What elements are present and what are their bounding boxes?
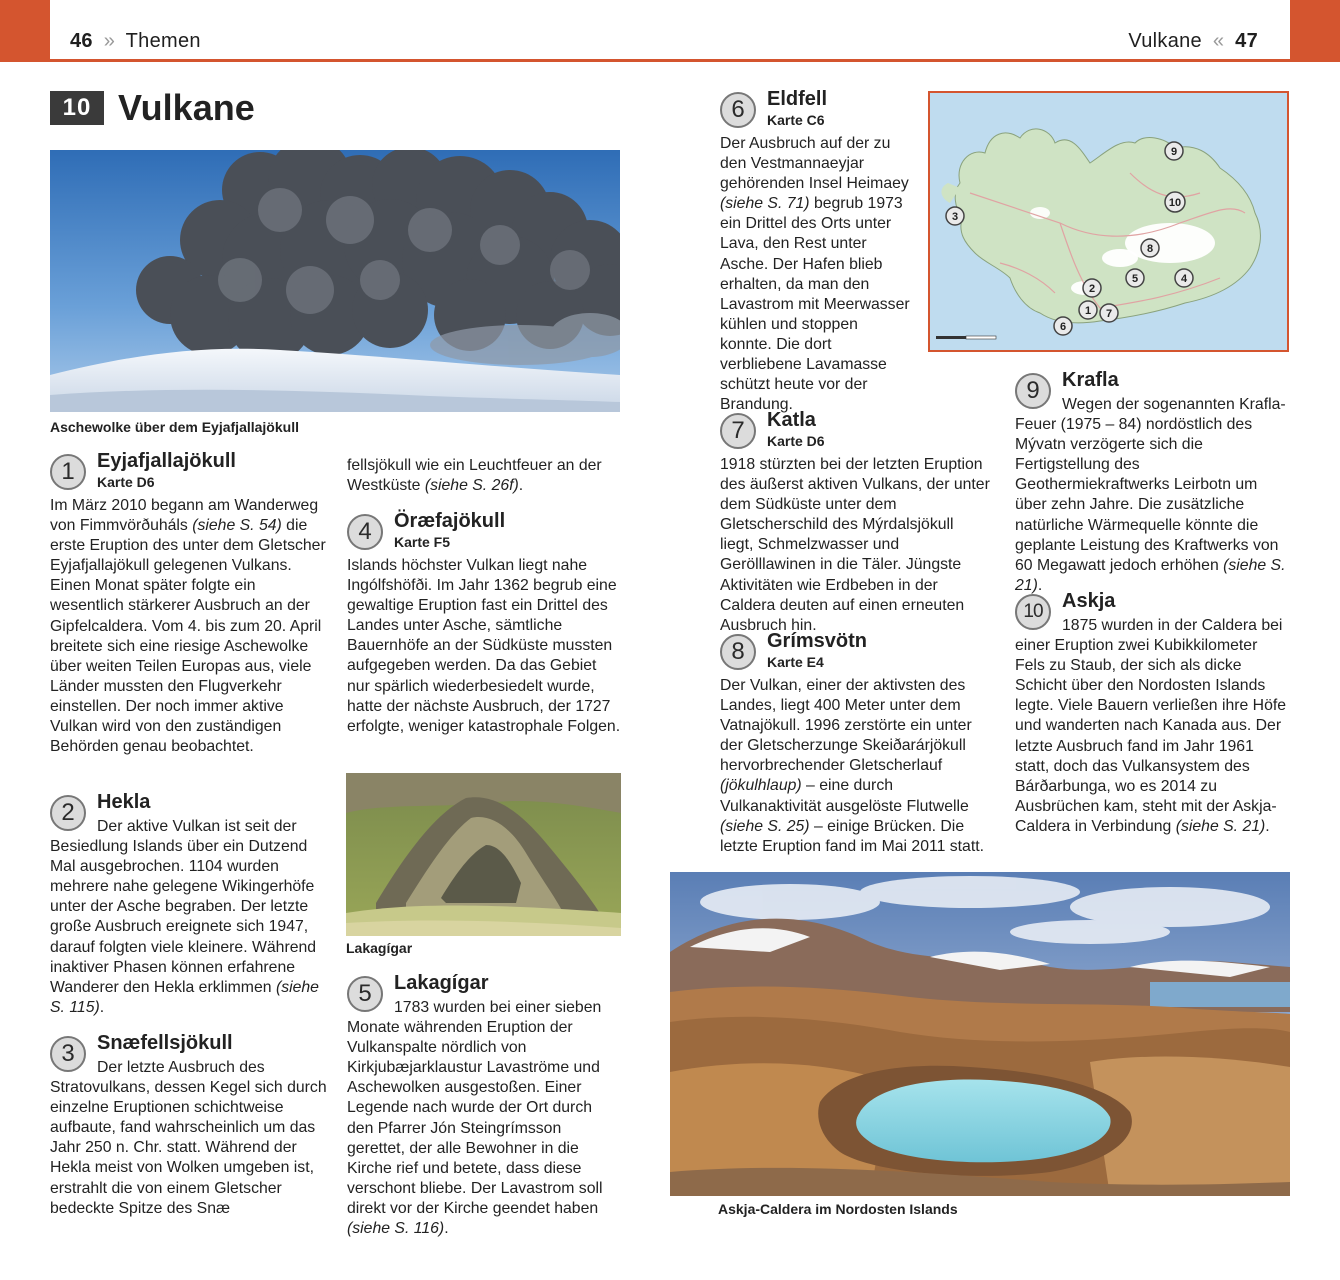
number-badge-9: 9 bbox=[1015, 373, 1051, 409]
caption-eyjafjallajokull: Aschewolke über dem Eyjafjallajökull bbox=[50, 419, 299, 435]
entry-text-part: Im März 2010 begann am Wanderweg von Fimmvörðuháls bbox=[50, 497, 319, 535]
right-running-head bbox=[1128, 30, 1258, 53]
page-reference: (siehe S. 26f) bbox=[424, 477, 519, 495]
entry-9-krafla bbox=[1015, 369, 1290, 596]
iceland-volcano-map bbox=[928, 91, 1289, 352]
entry-4-oraefajokull bbox=[347, 510, 622, 737]
entry-title: Katla bbox=[767, 409, 816, 431]
number-badge-6: 6 bbox=[720, 92, 756, 128]
map-reference: Karte C6 bbox=[767, 112, 825, 128]
right-accent-band bbox=[1290, 0, 1340, 59]
entry-title: Askja bbox=[1062, 590, 1116, 612]
left-running-head bbox=[70, 30, 201, 53]
entry-5-lakagigar bbox=[347, 972, 622, 1239]
page-reference: (siehe S. 21) bbox=[1015, 556, 1286, 594]
page-reference: (siehe S. 25) bbox=[720, 817, 810, 835]
entry-title: Öræfajökull bbox=[394, 510, 506, 532]
chapter-title bbox=[50, 86, 255, 130]
entry-text-part: . bbox=[99, 998, 105, 1016]
map-reference: Karte D6 bbox=[767, 433, 825, 449]
entry-text-part: fellsjökull wie ein Leuchtfeuer an der Westküste bbox=[347, 457, 602, 495]
left-separator: » bbox=[103, 30, 116, 52]
entry-text: 1918 stürzten bei der letzten Eruption des äußerst aktiven Vulkans, der unter dem Südküste unter dem Gletscherschild des Mýrdalsjökull liegt, Schmelzwasser und Gerölllawinen in die Täler. Jüngste Aktivitäten wie Erdbeben in der Caldera deuten auf einen erneuten Ausbruch hin. bbox=[720, 456, 990, 634]
caption-askja: Askja-Caldera im Nordosten Islands bbox=[718, 1201, 958, 1217]
entry-text bbox=[50, 795, 328, 1018]
number-badge-10: 10 bbox=[1015, 594, 1051, 630]
map-marker-2: 2 bbox=[1088, 283, 1096, 295]
map-marker-8: 8 bbox=[1146, 243, 1154, 255]
number-badge-5: 5 bbox=[347, 976, 383, 1012]
entry-text: Islands höchster Vulkan liegt nahe Ingólfshöfði. Im Jahr 1362 begrub eine gewaltige Eruption fast ein Drittel des Landes unter Asche, sämtliche Bauernhöfe an der Südküste mussten aufgegeben werden. Da das Gebiet nur spärlich wiederbesiedelt wurde, hatte der nächste Ausbruch, der 1727 erfolgte, weniger katastrophale Folgen. bbox=[347, 557, 621, 735]
entry-3-snaefellsjokull bbox=[50, 1032, 328, 1219]
left-section-title: Themen bbox=[125, 30, 201, 52]
number-badge-7: 7 bbox=[720, 413, 756, 449]
caption-lakagigar: Lakagígar bbox=[346, 940, 413, 956]
page-reference: (siehe S. 71) bbox=[720, 195, 810, 213]
entry-1-eyjafjallajokull bbox=[50, 450, 328, 757]
number-badge-8: 8 bbox=[720, 634, 756, 670]
entry-7-katla bbox=[720, 409, 990, 636]
entry-text-part: Der Ausbruch auf der zu den Vestmannaeyjar gehörenden Insel Heimaey bbox=[720, 135, 909, 193]
entry-text-part: . bbox=[1265, 817, 1270, 835]
entry-text bbox=[50, 454, 328, 757]
page-title: Vulkane bbox=[118, 87, 255, 128]
map-marker-3: 3 bbox=[951, 211, 959, 223]
left-page-number: 46 bbox=[70, 30, 93, 52]
entry-title: Hekla bbox=[97, 791, 151, 813]
map-marker-1: 1 bbox=[1084, 305, 1092, 317]
entry-text-part: . bbox=[518, 477, 524, 495]
right-section-title: Vulkane bbox=[1128, 30, 1202, 52]
entry-8-grimsvotn bbox=[720, 630, 990, 857]
entry-title: Grímsvötn bbox=[767, 630, 868, 652]
map-marker-9: 9 bbox=[1170, 146, 1178, 158]
map-reference: Karte E4 bbox=[767, 654, 824, 670]
number-badge-1: 1 bbox=[50, 454, 86, 490]
page-reference: (siehe S. 116) bbox=[347, 1220, 445, 1238]
entry-6-eldfell bbox=[720, 88, 910, 415]
map-marker-10: 10 bbox=[1168, 197, 1182, 209]
entry-text bbox=[720, 92, 910, 415]
entry-text bbox=[720, 634, 990, 857]
map-scale-bar-icon bbox=[936, 336, 996, 339]
entry-text bbox=[1015, 373, 1290, 596]
number-badge-3: 3 bbox=[50, 1036, 86, 1072]
page-reference: (jökulhlaup) bbox=[720, 777, 802, 795]
photo-askja-caldera bbox=[670, 872, 1290, 1196]
page-reference: (siehe S. 21) bbox=[1175, 817, 1266, 835]
page-reference: (siehe S. 54) bbox=[192, 517, 282, 535]
entry-10-askja bbox=[1015, 590, 1290, 837]
entry-text-part: . bbox=[444, 1220, 449, 1238]
number-badge-4: 4 bbox=[347, 514, 383, 550]
map-reference: Karte D6 bbox=[97, 474, 155, 490]
entry-text-part: Der aktive Vulkan ist seit der Besiedlung Islands über ein Dutzend Mal ausgebrochen. 1104 wurden mehrere nahe gelegene Wikingerhöfe unter der Asche begraben. Der letzte große Ausbruch ereignete sich 1947, darauf folgten viele kleinere. Während inaktiver Phasen können erfahrene Wanderer den Hekla erklimmen bbox=[50, 818, 317, 996]
map-marker-4: 4 bbox=[1180, 273, 1188, 285]
entry-text bbox=[50, 1036, 328, 1219]
entry-title: Eldfell bbox=[767, 88, 828, 110]
map-marker-5: 5 bbox=[1131, 273, 1139, 285]
entry-text-part: Der letzte Ausbruch des Stratovulkans, dessen Kegel sich durch einzelne Eruptionen schichtweise aufbaute, fand wahrscheinlich um das Jahr 250 n. Chr. statt. Während der Hekla meist von Wolken umgeben ist, erstrahlt die von einem Gletscher bedeckte Spitze des Snæ bbox=[50, 1059, 327, 1217]
entry-text-part: . bbox=[1037, 576, 1043, 594]
entry-text-part: – eine durch Vulkanaktivität ausgelöste Flutwelle bbox=[720, 777, 969, 815]
map-marker-6: 6 bbox=[1059, 321, 1067, 333]
entry-title: Lakagígar bbox=[394, 972, 489, 994]
page-header bbox=[0, 0, 1340, 62]
entry-text-part: begrub 1973 ein Drittel des Orts unter Lava, den Rest unter Asche. Der Hafen blieb erhalten, da man den Lavastrom mit Meerwasser kühlen und stoppen konnte. Die dort verbliebene Lavamasse schützt heute vor der Brandung. bbox=[720, 195, 910, 414]
page-reference: (siehe S. 115) bbox=[50, 978, 319, 1016]
entry-text-part: Der Vulkan, einer der aktivsten des Landes, liegt 400 Meter unter dem Vatnajökull. 1996 zerstörte ein unter der Gletscherzunge Skeiðarárjökull hervorbrechender Gletscherlauf bbox=[720, 677, 972, 775]
entry-text-part: die erste Eruption des unter dem Gletscher Eyjafjallajökull gelegenen Vulkans. Einen Monat später folgte ein wesentlich stärkerer Ausbruch an der Gipfelcaldera. Vom 4. bis zum 20. April breitete sich eine riesige Aschewolke über weiten Teilen Europas aus, viele Länder mussten den Flugverkehr einstellen. Der noch immer aktive Vulkan wird von den zuständigen Behörden genau beobachtet. bbox=[50, 517, 326, 756]
entry-text-part: Wegen der sogenannten Krafla-Feuer (1975 – 84) nordöstlich des Mývatn verzögerte sich die Fertigstellung des Geothermiekraftwerks Leirbotn um über zehn Jahre. Die zusätzliche natürliche Wärmequelle könnte die geplante Leistung des Kraftwerks von 60 Megawatt jedoch erhöhen bbox=[1015, 396, 1286, 574]
number-badge-2: 2 bbox=[50, 795, 86, 831]
entry-text-part: – einige Brücken. Die letzte Eruption fand im Mai 2011 statt. bbox=[720, 817, 985, 855]
photo-lakagigar bbox=[346, 773, 621, 936]
right-page-number: 47 bbox=[1235, 30, 1258, 52]
right-separator: « bbox=[1212, 30, 1225, 52]
entry-text-part: 1783 wurden bei einer sieben Monate währenden Eruption der Vulkanspalte nördlich von Kirkjubæjarklaustur Lavaströme und Aschewolken ausgestoßen. Einer Legende nach wurde der Ort durch den Pfarrer Jón Steingrímsson gerettet, der alle Bewohner in die Kirche rief und betete, dass diese verschont bliebe. Der Lavastrom soll direkt vor der Kirche geendet haben bbox=[347, 999, 603, 1217]
map-reference: Karte F5 bbox=[394, 534, 451, 550]
photo-eyjafjallajokull-ash-cloud bbox=[50, 150, 620, 412]
entry-text bbox=[347, 976, 622, 1239]
left-accent-band bbox=[0, 0, 50, 59]
entry-title: Snæfellsjökull bbox=[97, 1032, 233, 1054]
entry-title: Krafla bbox=[1062, 369, 1119, 391]
map-marker-7: 7 bbox=[1105, 308, 1113, 320]
top10-badge: 10 bbox=[50, 91, 104, 125]
entry-text bbox=[1015, 594, 1290, 837]
entry-2-hekla bbox=[50, 791, 328, 1018]
entry-title: Eyjafjallajökull bbox=[97, 450, 236, 472]
entry-text-part: 1875 wurden in der Caldera bei einer Eruption zwei Kubikkilometer Fels zu Staub, der sich als dicke Schicht über den Nordosten Islands legte. Viele Bauern verließen ihre Höfe und wanderten nach Kanada aus. Der letzte Ausbruch fand im Jahr 1961 statt, doch das Vulkansystem des Bárðarbunga, wo es 2014 zu Ausbrüchen kam, steht mit der Askja-Caldera in Verbindung bbox=[1015, 617, 1287, 835]
entry-3-continuation bbox=[347, 456, 622, 496]
